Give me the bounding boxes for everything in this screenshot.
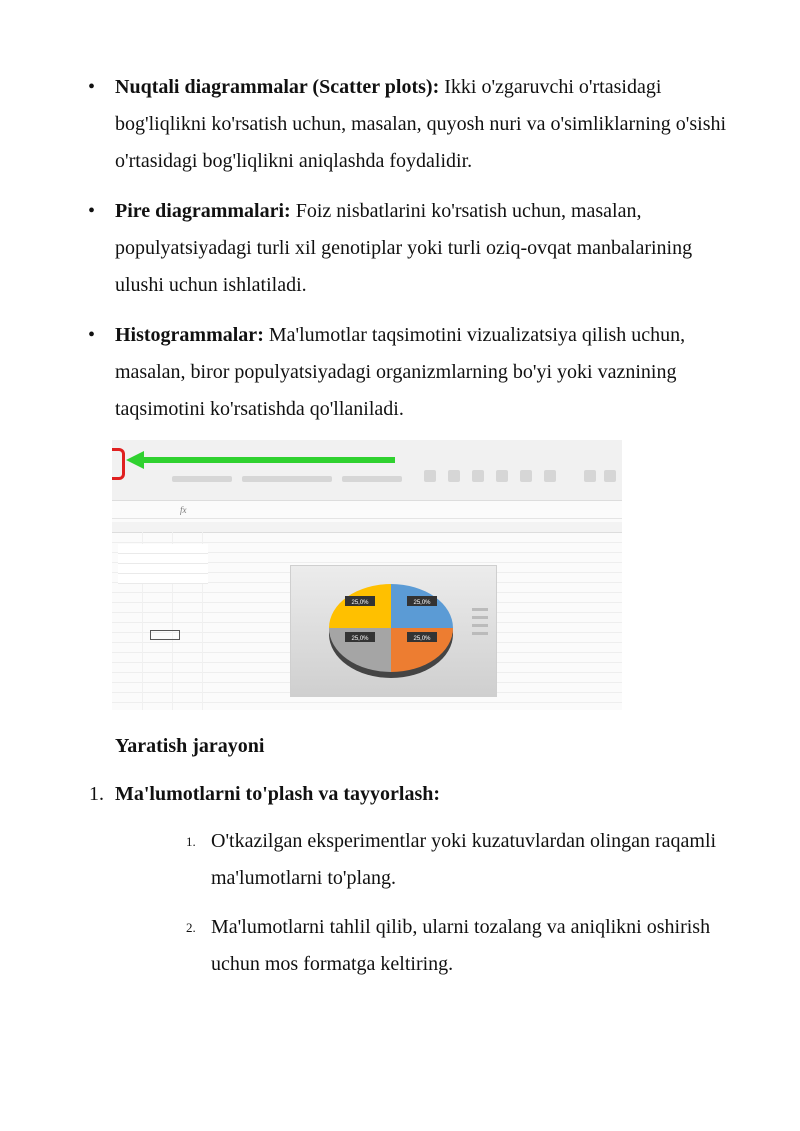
numbered-label: 1.	[89, 783, 104, 805]
ribbon-tool-icon	[544, 470, 556, 482]
green-arrow-shaft	[140, 457, 395, 463]
bullet-marker: •	[88, 200, 96, 222]
bullet-body: Ma'lumotlar taqsimotini vizualizatsiya qilish uchun, masalan, biror populyatsiyadagi organizmlarning bo'yi yoki vaznining taqsimotini ko'rsatishda qo'llaniladi.	[115, 324, 686, 420]
ribbon-tool-icon	[342, 476, 402, 482]
sub-list-text: Ma'lumotlarni tahlil qilib, ularni tozalang va aniqlikni oshirish uchun mos formatga keltiring.	[211, 916, 711, 975]
ribbon-tool-icon	[424, 470, 436, 482]
bullet-term: Nuqtali diagrammalar (Scatter plots):	[115, 76, 440, 98]
bullet-term: Histogrammalar:	[115, 324, 264, 346]
legend-entry	[472, 608, 488, 611]
ribbon-tool-icon	[172, 476, 232, 482]
bullet-text	[115, 69, 745, 180]
chart-legend	[472, 608, 488, 640]
sub-list-text: O'tkazilgan eksperimentlar yoki kuzatuvlardan olingan raqamli ma'lumotlarni to'plang.	[211, 830, 717, 889]
grid-line	[112, 702, 622, 703]
data-label: 25,0%	[413, 600, 431, 606]
data-label: 25,0%	[351, 600, 369, 606]
pie-chart-box	[290, 565, 497, 697]
pie-chart	[291, 566, 496, 696]
spreadsheet-screenshot-figure	[112, 440, 622, 710]
ribbon-tool-icon	[496, 470, 508, 482]
bullet-term: Pire diagrammalari:	[115, 200, 291, 222]
fx-icon: fx	[180, 505, 187, 515]
grid-line	[112, 542, 622, 543]
bullet-marker: •	[88, 76, 96, 98]
sub-list-label: 2.	[186, 920, 196, 935]
ribbon-toolbar	[112, 440, 622, 501]
legend-entry	[472, 632, 488, 635]
bullet-body: Foiz nisbatlarini ko'rsatish uchun, masalan, populyatsiyadagi turli xil genotiplar yoki turli oziq-ovqat manbalarining ulushi uchun ishlatiladi.	[115, 200, 693, 296]
legend-entry	[472, 616, 488, 619]
ribbon-tool-icon	[242, 476, 332, 482]
legend-entry	[472, 624, 488, 627]
ribbon-tool-icon	[584, 470, 596, 482]
column-headers	[112, 522, 622, 533]
formula-bar	[112, 504, 622, 519]
ribbon-tool-icon	[520, 470, 532, 482]
data-cells	[118, 544, 208, 584]
bullet-text	[115, 193, 745, 304]
green-arrow-icon	[126, 451, 144, 469]
data-label: 25,0%	[351, 636, 369, 642]
bullet-text	[115, 317, 745, 428]
data-label: 25,0%	[413, 636, 431, 642]
ribbon-tool-icon	[604, 470, 616, 482]
ribbon-tool-icon	[472, 470, 484, 482]
numbered-text: Ma'lumotlarni to'plash va tayyorlash:	[115, 783, 441, 805]
bullet-body: Ikki o'zgaruvchi o'rtasidagi bog'liqlikni ko'rsatish uchun, masalan, quyosh nuri va o'simliklarning o'sishi o'rtasidagi bog'liqlikni aniqlashda foydalidir.	[115, 76, 727, 172]
bullet-marker: •	[88, 324, 96, 346]
highlight-mark	[112, 448, 125, 480]
selected-cell[interactable]	[150, 630, 180, 640]
sub-list-label: 1.	[186, 834, 196, 849]
ribbon-tool-icon	[448, 470, 460, 482]
section-heading: Yaratish jarayoni	[115, 735, 265, 757]
